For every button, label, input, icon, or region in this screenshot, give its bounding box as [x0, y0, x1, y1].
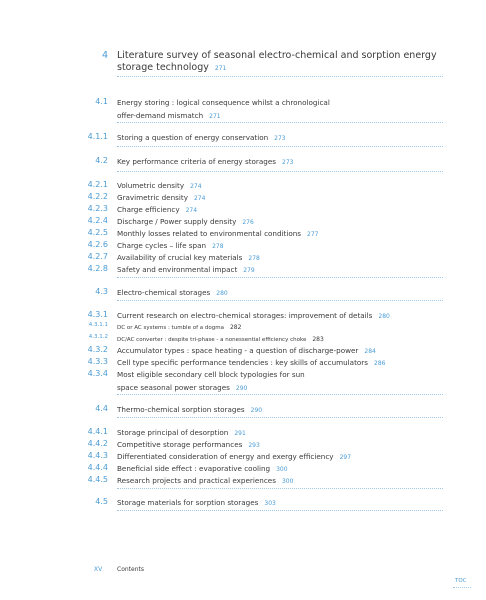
entry-number: 4.3.1.1 [88, 322, 108, 328]
entry-title: Charge cycles – life span [117, 241, 207, 250]
entry-page[interactable]: 271 [214, 65, 227, 72]
entry-number: 4.3.4 [87, 369, 108, 378]
divider [117, 277, 443, 278]
divider [117, 171, 443, 172]
entry-page[interactable]: 300 [281, 478, 294, 485]
entry-number: 4.4.4 [87, 463, 108, 472]
entry-page[interactable]: 277 [307, 231, 319, 238]
entry-page[interactable]: 300 [276, 466, 288, 473]
divider [117, 76, 443, 77]
toc-link[interactable]: TOC [455, 578, 467, 584]
entry-number: 4.4.2 [87, 439, 108, 448]
divider [117, 417, 443, 418]
entry-number: 4.3.1.2 [88, 334, 108, 340]
entry-number: 4.2.4 [87, 216, 108, 225]
entry-number: 4.3.2 [87, 345, 108, 354]
entry-number: 4.5 [95, 497, 108, 506]
entry-number: 4.4.3 [87, 451, 108, 460]
entry-title: Storing a question of energy conservation [117, 133, 269, 142]
entry-page[interactable]: 297 [339, 454, 352, 461]
divider [117, 146, 443, 147]
entry-title: Storage materials for sorption storages [117, 498, 259, 507]
entry-page[interactable]: 273 [274, 135, 286, 142]
entry-page[interactable]: 291 [234, 430, 246, 437]
entry-number: 4.3.3 [87, 357, 108, 366]
entry-number: 4 [101, 50, 108, 61]
footer-label: Contents [117, 566, 144, 573]
entry-title: Literature survey of seasonal electro-chemical and sorption energy storage technology [117, 50, 437, 73]
entry-number: 4.2.7 [87, 252, 108, 261]
entry-title: Electro-chemical storages [117, 288, 211, 297]
entry-page[interactable]: 282 [229, 324, 242, 331]
entry-page[interactable]: 290 [235, 384, 248, 392]
footer-page-number: XV [94, 566, 103, 573]
entry-number: 4.4.1 [87, 427, 108, 436]
entry-page[interactable]: 278 [212, 243, 224, 250]
entry-title: Differentiated consideration of energy and exergy efficiency [117, 452, 334, 461]
entry-page[interactable]: 279 [243, 267, 255, 274]
entry-title: Key performance criteria of energy storages [117, 157, 277, 166]
entry-page[interactable]: 290 [250, 407, 263, 414]
entry-title: DC/AC converter : despite tri-phase - a nonessential efficiency choke [117, 337, 307, 343]
entry-page[interactable]: 271 [209, 112, 221, 120]
divider [117, 300, 443, 301]
entry-page[interactable]: 274 [193, 195, 206, 202]
entry-title: Current research on electro-chemical storages: improvement of details [117, 311, 373, 320]
entry-page[interactable]: 280 [216, 290, 228, 297]
divider [117, 394, 443, 395]
entry-title: Charge efficiency [117, 205, 180, 214]
entry-title: Gravimetric density [117, 193, 188, 202]
entry-page[interactable]: 284 [364, 348, 376, 355]
entry-number: 4.2.5 [87, 228, 108, 237]
entry-number: 4.4 [95, 404, 108, 413]
entry-number: 4.1.1 [87, 132, 108, 141]
entry-number: 4.2.6 [87, 240, 108, 249]
entry-number: 4.2.8 [87, 264, 108, 273]
entry-number: 4.1 [95, 97, 108, 106]
entry-title: Discharge / Power supply density [117, 217, 237, 226]
entry-page[interactable]: 293 [248, 442, 260, 449]
entry-title: Research projects and practical experiences [117, 476, 276, 485]
divider [117, 510, 443, 511]
entry-title: DC or AC systems : tumble of a dogma [117, 325, 224, 331]
entry-number: 4.2.3 [87, 204, 108, 213]
entry-title: Thermo-chemical sorption storages [117, 405, 245, 414]
entry-title: Storage principal of desorption [117, 428, 229, 437]
entry-title: Cell type specific performance tendencies : key skills of accumulators [117, 358, 369, 367]
entry-page[interactable]: 280 [378, 313, 390, 320]
entry-title: Energy storing : logical consequence whilst a chronological offer-demand mismatch [117, 98, 330, 120]
divider [117, 488, 443, 489]
toc-link-underline [453, 587, 471, 588]
entry-page[interactable]: 276 [242, 219, 254, 226]
entry-page[interactable]: 274 [185, 207, 198, 214]
entry-page[interactable]: 273 [282, 159, 294, 166]
entry-title: Competitive storage performances [117, 440, 243, 449]
entry-number: 4.2.1 [87, 180, 108, 189]
entry-page[interactable]: 283 [312, 336, 324, 343]
entry-title: Beneficial side effect : evaporative cooling [117, 464, 271, 473]
entry-number: 4.2.2 [87, 192, 108, 201]
entry-number: 4.3 [95, 287, 108, 296]
entry-number: 4.4.5 [87, 475, 108, 484]
entry-page[interactable]: 286 [374, 360, 386, 367]
entry-number: 4.3.1 [87, 310, 108, 319]
entry-title: Monthly losses related to environmental conditions [117, 229, 302, 238]
entry-title: Accumulator types : space heating - a question of discharge-power [117, 346, 359, 355]
divider [117, 122, 443, 123]
entry-page[interactable]: 274 [190, 183, 202, 190]
entry-page[interactable]: 303 [264, 500, 276, 507]
entry-title: Safety and environmental impact [117, 265, 238, 274]
entry-number: 4.2 [95, 156, 108, 165]
entry-title: Most eligible secondary cell block typologies for sun space seasonal power storages [117, 370, 305, 392]
entry-title: Availability of crucial key materials [117, 253, 243, 262]
entry-page[interactable]: 278 [248, 255, 260, 262]
entry-title: Volumetric density [117, 181, 185, 190]
